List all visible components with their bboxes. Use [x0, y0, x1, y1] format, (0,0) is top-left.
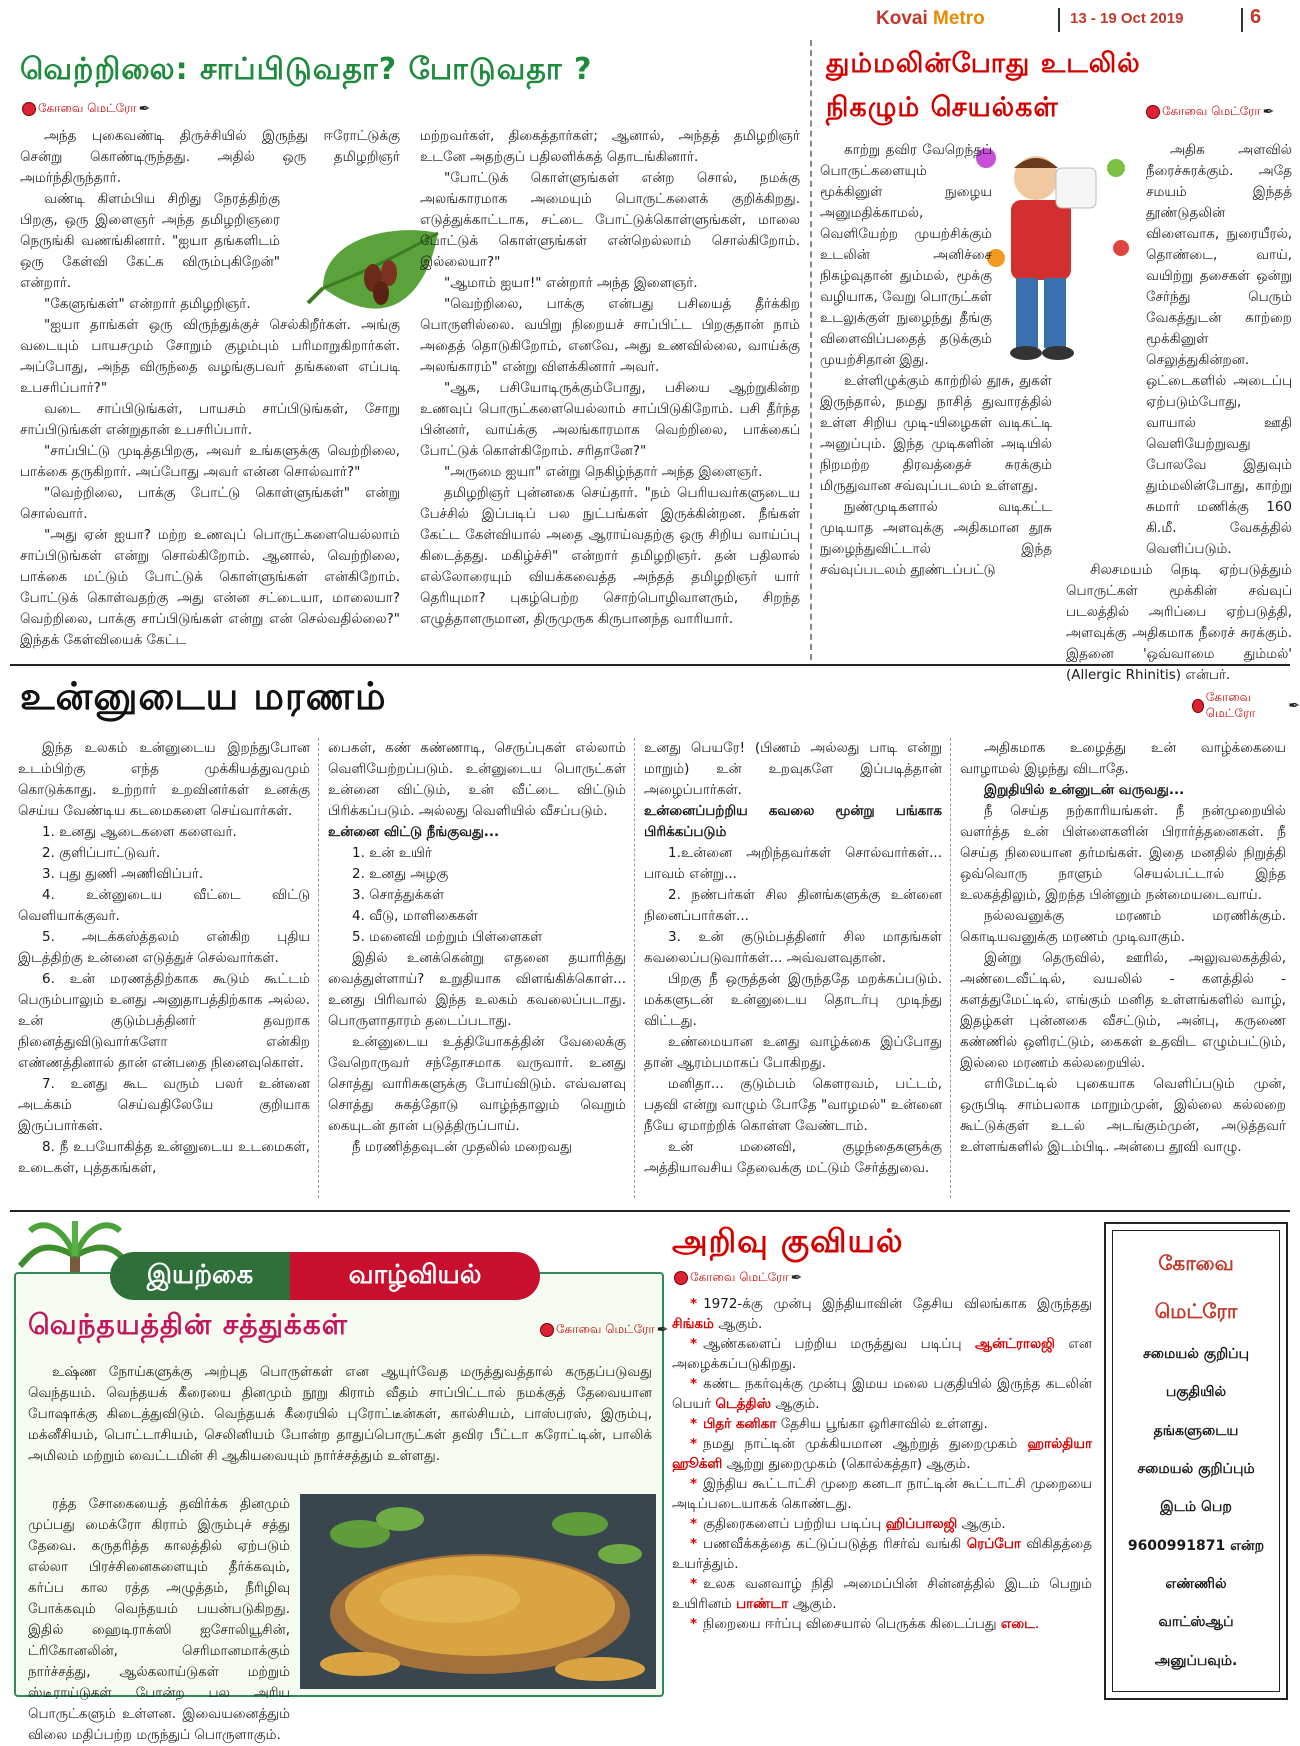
fenugreek-seeds-image: [300, 1494, 656, 1689]
paragraph: வண்டி கிளம்பிய சிறிது நேரத்திற்கு பிறகு, ஒரு இளைஞர் அந்த தமிழறிஞரை நெருங்கி வணங்கினார். "ஐயா தங்களிடம் ஒரு கேள்வி கேட்க விரும்புகிறேன்" என்றார்.: [20, 191, 280, 291]
brand-logo-icon: [1146, 105, 1160, 119]
article-death-col3: [644, 738, 942, 1179]
paragraph: அதிக அளவில் நீரைச்சுரக்கும். அதே சமயம் இந்தத் தூண்டுதலின் விளைவாக, நுரையீரல், தொண்டை, வாய், வயிற்று தசைகள் ஒன்று சேர்ந்து பெரும் வேகத்துடன் காற்றை மூக்கினுள் செலுத்துகின்றன. ஒட்டைகளில் அடைப்பு ஏற்படும்போது, வாயால் ஊதி வெளியேற்றுவது போலவே இதுவும் தும்மலின்போது, காற்று சுமார் மணிக்கு 160 கி.மீ. வேகத்தில் வெளிப்படும்.: [1146, 142, 1292, 557]
tab-lifestyle: [290, 1252, 540, 1300]
subheading: உன்னை விட்டு நீங்குவது...: [328, 824, 500, 840]
gk-list: [672, 1294, 1092, 1634]
paragraph: இதில் உனக்கென்று எதனை தயாரித்து வைத்துள்ளாய்? உறுதியாக விளங்கிக்கொள்... உனது பிரிவால் இந்த உலகம் கவலைப்படாது. பொருளாதாரம் தடைப்படாது.: [328, 950, 626, 1029]
paragraph: "ஐயா தாங்கள் ஒரு விருந்துக்குச் செல்கிறீர்கள். அங்கு வடையும் பாயசமும் சோறும் குழம்பும் பரிமாறுகிறார்கள். அப்போது, அந்த விருந்தை வழங்குபவர் தங்களை எப்படி உபசரிப்பார்?": [20, 317, 400, 396]
brand-logo-icon: [1192, 699, 1204, 713]
article-gk: [672, 1212, 1100, 1703]
fenugreek-para1: உஷ்ண நோய்களுக்கு அற்புத பொருள்கள் என ஆயுர்வேத மருத்துவத்தால் கருதப்படுவது வெந்தயம். வெந்தயக் கீரையை தினமும் நூறு கிராம் வீதம் சாப்பிட்டால் நமக்குத் தேவையான போஷாக்கு கிடைத்துவிடும். வெந்தயக் கீரையில் புரோட்டீன்கள், கால்சியம், பாஸ்பரஸ், இரும்பு, மக்னீசியம், பொட்டாசியம், செலினியம் போன்ற தாதுப்பொருட்கள் தவிர பீட்டா கரோட்டின், பாலிக் அமிலம் மற்றும் வைட்டமின் சி ஆகியவையும் நார்ச்சத்தும் உள்ளது.: [28, 1364, 652, 1464]
article-betel: [0, 40, 810, 662]
header-date: 13 - 19 Oct 2019: [1070, 10, 1184, 27]
ad-line: வாட்ஸ்ஆப்: [1158, 1614, 1234, 1631]
article-death-col2: [328, 738, 626, 1158]
tab-lifestyle-label: வாழ்வியல்: [348, 1259, 482, 1290]
paragraph: இந்த உலகம் உன்னுடைய இறந்துபோன உடம்பிற்கு எந்த முக்கியத்துவமும் கொடுக்காது. உற்றார் உறவினர்கள் உனக்கு செய்ய வேண்டிய கடமைகளை செய்வார்கள்.: [18, 740, 310, 819]
pen-icon: ✒: [656, 1322, 669, 1338]
paragraph: பைகள், கண் கண்ணாடி, செருப்புகள் எல்லாம் வெளியேற்றப்படும். உன்னுடைய பொருட்கள் உன்னை விட்டும், உன் வீட்டை விட்டும் பிரிக்கப்படும். அல்லது வெளியில் வீசப்படும்.: [328, 740, 626, 819]
list-item: * பணவீக்கத்தை கட்டுப்படுத்த ரிசர்வ் வங்கி ரெப்போ விகிதத்தை உயர்த்தும்.: [672, 1536, 1092, 1572]
column-divider: [318, 738, 319, 1198]
pen-icon: ✒: [1288, 698, 1300, 714]
paragraph: தமிழறிஞர் புன்னகை செய்தார். "நம் பெரியவர்களுடைய பேச்சில் இப்படிப் பல நுட்பங்கள் இருக்கின்றன. நீங்கள் கேட்ட கேள்வியால் அதை ஆராய்வதற்கு ஒரு சிறிய வாய்ப்பு கிடைத்தது. மகிழ்ச்சி" என்றார் தமிழறிஞர். தன் பதிலால் எல்லோரையும் வியக்கவைத்த அந்தத் தமிழறிஞர் யார் தெரியுமா? புகழ்பெற்ற சொற்பொழிவாளரும், சிறந்த எழுத்தாளருமான, திருமுருக கிருபானந்த வாரியார்.: [420, 485, 800, 627]
list-item: 8. நீ உபயோகித்த உன்னுடைய உடமைகள், உடைகள், புத்தகங்கள்,: [18, 1139, 310, 1176]
ad-line: கோவை: [1158, 1251, 1234, 1276]
paragraph: எரிமேட்டில் புகையாக வெளிப்படும் முன், ஒருபிடி சாம்பலாக மாறும்முன், இல்லை கல்லறை கூட்டுக்குள் உடல் அடங்கும்முன், அடுத்தவர் உள்ளங்களில் இடம்பிடி. அன்பை தூவி வாழு.: [960, 1076, 1286, 1155]
ad-line: சமையல் குறிப்பும்: [1137, 1460, 1255, 1477]
page-number: 6: [1250, 6, 1262, 28]
article-title-line1: தும்மலின்போது உடலில்: [826, 48, 1141, 79]
article-title: அறிவு குவியல்: [672, 1222, 904, 1260]
brand-tag: [674, 1270, 802, 1286]
bullet-star-icon: *: [690, 1296, 698, 1312]
fenugreek-para2: ரத்த சோகையைத் தவிர்க்க தினமும் முப்பது மைக்ரோ கிராம் இரும்புச் சத்து தேவை. கருதரித்த காலத்தில் ஏற்படும் எல்லா பிரச்சினைகளையும் தீர்க்கவும், கர்ப்ப கால ரத்த அழுத்தம், நீரிழிவு போக்கவும் வெந்தயம் பயன்படுகிறது. இதில் ஹைடிராக்ஸி ஐசோலியூசின், ட்ரிகோனலின், செரிமானமாக்கும் நார்ச்சத்து, ஆல்கலாய்டுகள் மற்றும் ஸ்டீராய்டுகள் போன்ற பல அரிய பொருட்களும் உள்ளன. இவையனைத்தும் விலை மதிப்பற்ற மருந்துப் பொருளாகும்.: [28, 1496, 290, 1743]
list-item: 2. நண்பர்கள் சில தினங்களுக்கு உன்னை நினைப்பார்கள்...: [644, 887, 942, 924]
subheading: இறுதியில் உன்னுடன் வருவது...: [984, 782, 1185, 798]
list-item: 2. குளிப்பாட்டுவர்.: [42, 845, 161, 861]
header-divider: [1058, 8, 1060, 32]
paragraph: காற்று தவிர வேறெந்தப் பொருட்களையும் மூக்கினுள் நுழைய அனுமதிக்காமல், வெளியேற்ற முயற்சிக்கும் உடலின் அனிச்சை நிகழ்வுதான் தும்மல், மூக்கு வழியாக, வேறு பொருட்கள் உடலுக்குள் நுழைந்து தீங்கு விளைவிப்பதைத் தடுக்கும் முயற்சிதான் இது.: [820, 142, 992, 368]
pen-icon: ✒: [1262, 104, 1275, 120]
section-divider: [10, 664, 1290, 666]
article-title-line2: நிகழும் செயல்கள்: [826, 92, 1059, 123]
bullet-star-icon: *: [690, 1576, 698, 1592]
paragraph: "சாப்பிட்டு முடித்தபிறகு, அவர் உங்களுக்கு வெற்றிலை, பாக்கை தருகிறார். அப்போது அவர் என்ன சொல்வார்?": [20, 443, 400, 480]
tab-nature-label: இயற்கை: [146, 1259, 254, 1290]
list-item: 6. உன் மரணத்திற்காக கூடும் கூட்டம் பெரும்பாலும் உனது அனுதாபத்திற்காக அல்ல. உன் குடும்பத்தினர் தவறாக நினைத்துவிடுவார்களோ என்கிற எண்ணத்தினால் தான் என்பதை நினைவுகொள்.: [18, 971, 310, 1071]
ad-line: எண்ணில்: [1165, 1575, 1227, 1592]
ad-line: தங்களுடைய: [1153, 1422, 1239, 1439]
column-divider: [810, 40, 812, 660]
bullet-star-icon: *: [690, 1416, 698, 1432]
list-item: * குதிரைகளைப் பற்றிய படிப்பு ஹிப்பாலஜி ஆகும்.: [690, 1516, 1006, 1532]
list-item: 1. உனது ஆடைகளை களைவர்.: [42, 824, 237, 840]
list-item: 5. அடக்கஸ்த்தலம் என்கிற புதிய இடத்திற்கு உன்னை எடுத்துச் செல்வார்கள்.: [18, 929, 310, 966]
list-item: 3. சொத்துக்கள்: [352, 887, 445, 903]
list-item: 2. உனது அழகு: [352, 866, 449, 882]
paragraph: உனது பெயரே! (பிணம் அல்லது பாடி என்று மாறும்) உன் உறவுகளே இப்படித்தான் அழைப்பார்கள்.: [644, 740, 942, 798]
brand-tag-text: கோவை மெட்ரோ: [1205, 690, 1256, 720]
list-item: * ஆண்களைப் பற்றிய மருத்துவ படிப்பு ஆன்ட்ராலஜி என அழைக்கப்படுகிறது.: [672, 1336, 1093, 1372]
paragraph: சிலசமயம் நெடி ஏற்படுத்தும் பொருட்கள் மூக்கின் சவ்வுப் படலத்தில் அரிப்பை ஏற்படுத்தி, அளவுக்கு அதிகமாக நீரைச் சுரக்கும். இதனை 'ஒவ்வாமை தும்மல்' (Allergic Rhinitis) என்பர்.: [1066, 562, 1292, 683]
brand-tag-text: கோவை மெட்ரோ: [556, 1322, 655, 1336]
article-sneeze: [816, 40, 1300, 683]
paragraph: மற்றவர்கள், திகைத்தார்கள்; ஆனால், அந்தத் தமிழறிஞர் உடனே அதற்குப் பதிலளிக்கத் தொடங்கினார்.: [420, 128, 800, 165]
paragraph: மனிதா... குடும்பம் கௌரவம், பட்டம், பதவி என்று வாழும் போதே "வாழமல்" உன்னை நீயே ஏமாற்றிக் கொள்ள வேண்டாம்.: [644, 1076, 942, 1134]
ad-line: அனுப்பவும்.: [1154, 1652, 1238, 1669]
pen-icon: ✒: [138, 101, 151, 117]
brand-logo-icon: [674, 1271, 688, 1285]
list-item: 3. உன் குடும்பத்தினர் சில மாதங்கள் கவலைப்படுவார்கள்... அவ்வளவுதான்.: [644, 929, 942, 966]
page-header: [0, 0, 1300, 40]
article-title: உன்னுடைய மரணம்: [20, 674, 387, 718]
article-sneeze-col1: [820, 140, 1052, 581]
brand-logo-icon: [540, 1323, 554, 1337]
article-betel-col1: [20, 126, 400, 651]
brand-tag: [22, 101, 150, 117]
list-item: * 1972-க்கு முன்பு இந்தியாவின் தேசிய விலங்காக இருந்தது சிங்கம் ஆகும்.: [672, 1296, 1092, 1332]
paragraph: "வெற்றிலை, பாக்கு என்பது பசியைத் தீர்க்கிற பொருளில்லை. வயிறு நிறையச் சாப்பிட்ட பிறகுதான் நாம் அதைத் தொடுகிறோம், எனவே, அது உணவில்லை, வாய்க்கு அலங்காரம்" என்று விளக்கினார் அவர்.: [420, 296, 800, 375]
paragraph: நீ மரணித்தவுடன் முதலில் மறைவது: [352, 1139, 572, 1155]
list-item: 7. உனது கூட வரும் பலர் உன்னை அடக்கம் செய்வதிலேயே குறியாக இருப்பார்கள்.: [18, 1076, 310, 1134]
ad-line: மெட்ரோ: [1154, 1298, 1238, 1323]
paragraph: நல்லவனுக்கு மரணம் மரணிக்கும். கொடியவனுக்கு மரணம் முடிவாகும்.: [960, 908, 1286, 945]
bullet-star-icon: *: [690, 1336, 698, 1352]
brand-tag-text: கோவை மெட்ரோ: [1162, 104, 1261, 118]
list-item: 4. வீடு, மாளிகைகள்: [352, 908, 478, 924]
recipe-ad-inner: [1112, 1230, 1280, 1692]
bullet-star-icon: *: [690, 1516, 698, 1532]
brand-tag-text: கோவை மெட்ரோ: [38, 101, 137, 115]
paragraph: உண்மையான உனது வாழ்க்கை இப்போது தான் ஆரம்பமாகப் போகிறது.: [644, 1034, 942, 1071]
paragraph: வடை சாப்பிடுங்கள், பாயசம் சாப்பிடுங்கள், சோறு சாப்பிடுங்கள் என்றுதான் உபசரிப்பார்.: [20, 401, 400, 438]
paragraph: அதிகமாக உழைத்து உன் வாழ்க்கையை வாழாமல் இழந்து விடாதே.: [960, 740, 1286, 777]
bullet-star-icon: *: [690, 1376, 698, 1392]
list-item: 4. உன்னுடைய வீட்டை விட்டு வெளியாக்குவர்.: [18, 887, 310, 924]
article-betel-col2: [420, 126, 800, 630]
recipe-ad-box: [1104, 1222, 1288, 1700]
list-item: 3. புது துணி அணிவிப்பர்.: [42, 866, 204, 882]
paragraph: "வெற்றிலை, பாக்கு போட்டு கொள்ளுங்கள்" என்று சொல்வார்.: [20, 485, 400, 522]
paragraph: பிறகு நீ ஒருத்தன் இருந்ததே மறக்கப்படும். மக்களுடன் உன்னுடைய தொடர்பு முடிந்து விட்டது.: [644, 971, 942, 1029]
paragraph: உன் மனைவி, குழந்தைகளுக்கு அத்தியாவசிய தேவைக்கு மட்டும் சேர்த்துவை.: [644, 1139, 942, 1176]
header-divider-2: [1241, 8, 1243, 32]
list-item: * நமது நாட்டின் முக்கியமான ஆற்றுத் துறைமுகம் ஹால்தியா ஹூக்ளி ஆற்று துறைமுகம் (கொல்கத்தா) ஆகும்.: [672, 1436, 1092, 1472]
paragraph: "ஆமாம் ஐயா!" என்றார் அந்த இளைஞர்.: [444, 275, 698, 291]
ad-line: இடம் பெற: [1160, 1499, 1232, 1516]
article-title: வெந்தயத்தின் சத்துக்கள்: [28, 1308, 348, 1341]
article-fenugreek: [0, 1212, 672, 1743]
article-sneeze-col2: [1066, 140, 1292, 686]
subheading: உன்னைப்பற்றிய கவலை மூன்று பங்காக பிரிக்கப்படும்: [644, 803, 942, 840]
paragraph: "போட்டுக் கொள்ளுங்கள் என்ற சொல், நமக்கு அலங்காரமாக அமையும் பொருட்களைக் குறிக்கிறது. எடுத்துக்காட்டாக, சட்டை போட்டுக்கொள்ளுங்கள், மாலை போட்டுக் கொள்ளுங்கள் என்றெல்லாம் சொல்கிறோம். இல்லையா?": [420, 170, 800, 270]
bullet-star-icon: *: [690, 1436, 698, 1452]
paragraph: நீ செய்த நற்காரியங்கள். நீ நன்முறையில் வளர்த்த உன் பிள்ளைகளின் பிரார்த்தனைகள். நீ செய்த நிலையான தர்மங்கள். இதை மனதில் நிறுத்தி ஒவ்வொரு நாளும் செயல்பட்டால் இந்த உலகத்திலும், இறந்த பின்னும் நன்மையடைவாய்.: [960, 803, 1286, 903]
column-divider: [950, 738, 951, 1198]
list-item: * உலக வனவாழ் நிதி அமைப்பின் சின்னத்தில் இடம் பெறும் உயிரினம் பாண்டா ஆகும்.: [672, 1576, 1092, 1612]
pen-icon: ✒: [790, 1270, 803, 1286]
fenugreek-seeds-icon: [300, 1494, 656, 1689]
paragraph: "அது ஏன் ஐயா? மற்ற உணவுப் பொருட்களையெல்லாம் சாப்பிடுங்கள் என்று சொல்கிறோம். ஆனால், வெற்றிலை, பாக்கை மட்டும் போட்டுக் கொள்ளுங்கள் என்கிறோம். போட்டுக் கொள்வதற்கு அது என்ன சட்டையா, மாலையா? வெற்றிலை, பாக்கு சாப்பிடுங்கள் என்று என் செல்வதில்லை?" இந்தக் கேள்வியைக் கேட்ட: [20, 527, 400, 648]
list-item: 5. மனைவி மற்றும் பிள்ளைகள்: [352, 929, 543, 945]
ad-line: சமையல் குறிப்பு: [1142, 1345, 1249, 1362]
list-item: 1.உன்னை அறிந்தவர்கள் சொல்வார்கள்... பாவம் என்று...: [644, 845, 942, 882]
article-title: வெற்றிலை: சாப்பிடுவதா? போடுவதா ?: [20, 52, 593, 87]
list-item: 1. உன் உயிர்: [352, 845, 432, 861]
paragraph: "கேளுங்கள்" என்றார் தமிழறிஞர்.: [44, 296, 251, 312]
paragraph: உன்னுடைய உத்தியோகத்தின் வேலைக்கு வேறொருவர் சந்தோசமாக வருவார். உனது சொத்து வாரிசுகளுக்கு போய்விடும். எவ்வளவு சொத்து சுகத்தோடு வாழ்ந்தாலும் வெறும் கையுடன் தான் படுத்திருப்பாய்.: [328, 1034, 626, 1134]
bullet-star-icon: *: [690, 1536, 698, 1552]
bullet-star-icon: *: [690, 1616, 698, 1632]
article-death-col4: [960, 738, 1286, 1158]
paragraph: "ஆக, பசியோடிருக்கும்போது, பசியை ஆற்றுகின்ற உணவுப் பொருட்களையெல்லாம் சாப்பிடுகிறோம். பசி தீர்ந்த பின்னர், வாய்க்கு அலங்காரமாக வெற்றிலை, பாக்கைப் போட்டுக் கொள்கிறோம். சரிதானே?": [420, 380, 800, 459]
paragraph: அந்த புகைவண்டி திருச்சியில் இருந்து ஈரோட்டுக்கு சென்று கொண்டிருந்தது. அதில் ஒரு தமிழறிஞர் அமர்ந்திருந்தார்.: [20, 128, 400, 186]
paragraph: "அருமை ஐயா" என்று நெகிழ்ந்தார் அந்த இளைஞர்.: [444, 464, 763, 480]
brand-tag: [1146, 104, 1274, 120]
header-brand-kovai: Kovai: [876, 8, 928, 29]
paragraph: உள்ளிழுக்கும் காற்றில் தூசு, துகள் இருந்தால், நமது நாசித் துவாரத்தில் உள்ள சிறிய முடி-யிழைகள் வடிகட்டி அனுப்பும். இந்த முடிகளின் அடியில் நிறமற்ற திரவத்தைச் சுரக்கும் மிருதுவான சவ்வுப்படலம் உள்ளது.: [820, 373, 1052, 494]
tab-nature: [110, 1252, 290, 1300]
list-item: * கண்ட நகர்வுக்கு முன்பு இமய மலை பகுதியில் இருந்த கடலின் பெயர் டெத்திஸ் ஆகும்.: [672, 1376, 1092, 1412]
paragraph: நுண்முடிகளால் வடிகட்ட முடியாத அளவுக்கு அதிகமான தூசு நுழைந்துவிட்டால் இந்த சவ்வுப்படலம் தூண்டப்பட்டு: [820, 499, 1052, 578]
list-item: * நிறையை ஈர்ப்பு விசையால் பெருக்க கிடைப்பது எடை.: [690, 1616, 1040, 1632]
paragraph: இன்று தெருவில், ஊரில், அலுவலகத்தில், அண்டைவீட்டில், வயலில் - களத்தில் - களத்துமேட்டில், எங்கும் மனித உள்ளங்களில் வாழ், இதழ்கள் புன்னகை வீசட்டும், அன்பு, கருணை கண்ணில் ஒளிரட்டும், கைகள் உதவிட எழும்பட்டும், இல்லை மரணம் கல்லறையில்.: [960, 950, 1286, 1071]
bullet-star-icon: *: [690, 1476, 698, 1492]
list-item: * பிதர் கனிகா தேசிய பூங்கா ஒரிசாவில் உள்ளது.: [690, 1416, 988, 1432]
list-item: * இந்திய கூட்டாட்சி முறை கனடா நாட்டின் கூட்டாட்சி முறையை அடிப்படையாகக் கொண்டது.: [672, 1476, 1092, 1512]
brand-tag-text: கோவை மெட்ரோ: [690, 1270, 789, 1284]
header-brand: [876, 8, 985, 30]
article-death-col1: [18, 738, 310, 1179]
article-death: [0, 668, 1300, 1206]
brand-tag: [540, 1322, 668, 1338]
header-brand-metro: Metro: [933, 8, 985, 29]
column-divider: [634, 738, 635, 1198]
brand-logo-icon: [22, 102, 36, 116]
ad-line: பகுதியில்: [1165, 1384, 1227, 1401]
ad-phone: 9600991871 என்ற: [1127, 1537, 1265, 1554]
brand-tag: [1192, 690, 1300, 722]
